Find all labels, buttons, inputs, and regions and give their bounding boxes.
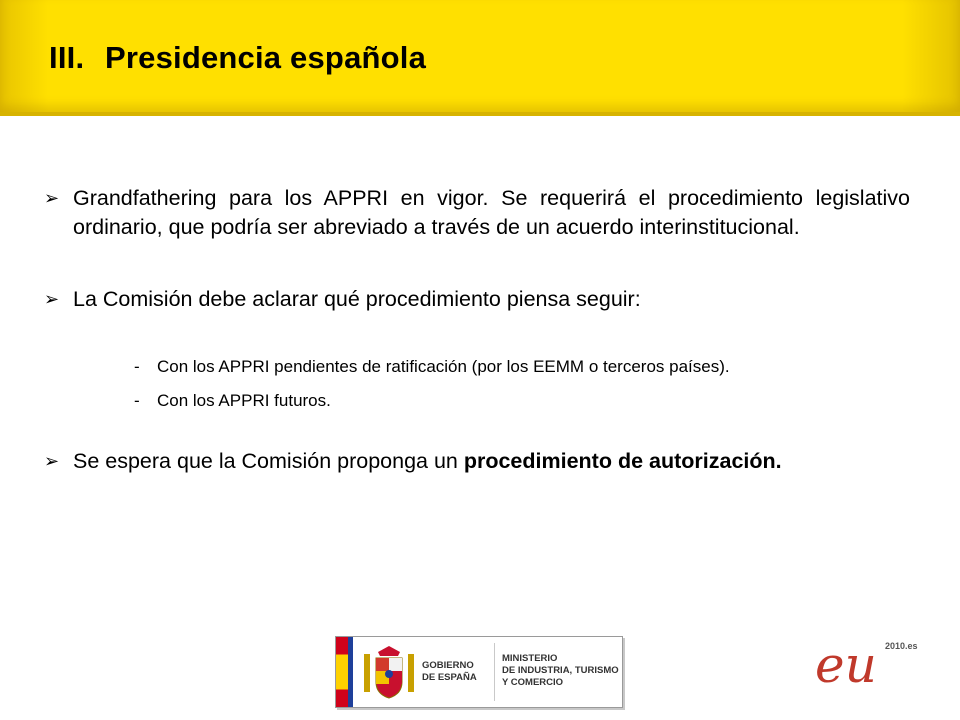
dash-bullet: - bbox=[134, 357, 140, 376]
section-title: Presidencia española bbox=[105, 40, 427, 75]
bullet-grandfathering bbox=[44, 184, 910, 242]
arrow-bullet-icon: ➢ bbox=[44, 289, 60, 309]
sub-item-text: Con los APPRI futuros. bbox=[157, 391, 331, 410]
coat-of-arms-icon bbox=[360, 644, 418, 702]
min-line-3: Y COMERCIO bbox=[502, 677, 564, 688]
page-title bbox=[49, 40, 426, 76]
dash-bullet: - bbox=[134, 391, 140, 410]
sub-item-text: Con los APPRI pendientes de ratificación (por los EEMM o terceros países). bbox=[157, 357, 730, 376]
sub-item-pendientes bbox=[44, 354, 910, 380]
eu-year-label: 2010.es bbox=[885, 641, 918, 651]
bullet-text: Grandfathering para los APPRI en vigor. Se requerirá el procedimiento legislativo ordinario, que podría ser abreviado a través de un acuerdo interinstitucional. bbox=[73, 186, 910, 239]
bullet-bold-text: procedimiento de autorización. bbox=[463, 449, 782, 473]
gov-line-2: DE ESPAÑA bbox=[422, 672, 477, 683]
eu-logo-text: eu bbox=[815, 636, 877, 694]
slide-content bbox=[44, 184, 910, 476]
bullet-text: La Comisión debe aclarar qué procedimiento piensa seguir: bbox=[73, 287, 641, 311]
section-number: III. bbox=[49, 40, 85, 75]
gov-line-1: GOBIERNO bbox=[422, 660, 474, 671]
gobierno-ministerio-logo bbox=[335, 636, 623, 708]
min-line-1: MINISTERIO bbox=[502, 653, 558, 664]
bullet-comision-aclarar bbox=[44, 285, 910, 314]
arrow-bullet-icon: ➢ bbox=[44, 451, 60, 471]
bullet-procedimiento-autorizacion bbox=[44, 447, 910, 476]
eu-flag-strip bbox=[348, 637, 353, 707]
gobierno-label bbox=[422, 660, 477, 684]
ministerio-label bbox=[502, 653, 619, 689]
min-line-2: DE INDUSTRIA, TURISMO bbox=[502, 665, 619, 676]
logo-divider bbox=[494, 643, 495, 701]
bullet-text: Se espera que la Comisión proponga un bbox=[73, 449, 464, 473]
arrow-bullet-icon: ➢ bbox=[44, 188, 60, 208]
sub-item-futuros bbox=[44, 388, 910, 414]
